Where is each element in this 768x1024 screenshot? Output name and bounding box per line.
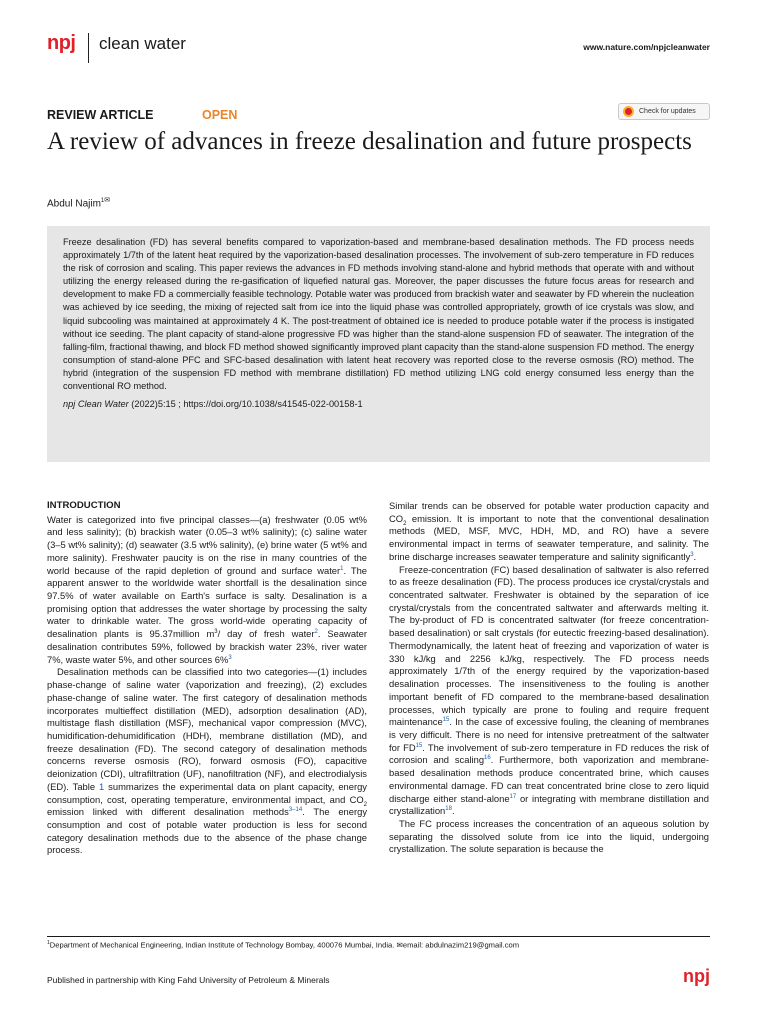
citation-line [63,398,694,411]
paragraph: Water is categorized into five principal classes—(a) freshwater (0.05 wt% and less salinity); (b) brackish water (0.05–3 wt% salinity); (c) saline water (3–5 wt% salinity); (d) seawater (3.5 wt% salinity), (e) brine water (5 wt% and more salinity). Freshwater paucity is on the rise in many countries of the world because of the rapid depletion of ground and surface water$^1$. The apparent answer to the worldwide water shortfall is the desalination since 97.5% of water available on Earth's surface is salty. Desalination is a promising option that addresses the water shortage by processing the salty water to drinkable water. The gross world-wide operating capacity of desalination plants is 95.37million $m^3/$ day of fresh water$^2$. Seawater desalination contributes 59%, followed by brackish water 23%, river water 7%, waste water 5%, and other sources 6%$^3$ [47,513,367,665]
mail-icon: ✉ [396,940,403,950]
citation-doi[interactable]: (2022)5:15 ; https://doi.org/10.1038/s41545-022-00158-1 [128,399,363,410]
reference-link[interactable]: 15 [442,717,450,724]
check-for-updates-label: Check for updates [639,108,696,115]
paragraph: Desalination methods can be classified into two categories—(1) includes phase-change of saline water (vaporization and freezing), (2) excludes phase-change of saline water. The first category of desalination methods incorporates multieffect distillation (MED), adsorption desalination (AD), multistage flash distillation (MSF), mechanical vapor compression (MVC), humidification-dehumidification (HDH), membrane distillation (MD), and freeze desalination (FD). The second category of desalination methods concerns reverse osmosis (RO), forward osmosis (FO), capacitive deionization (CDI), ultrafiltration (UF), nanofiltration (NF), and electrodialysis (ED). Table 1 summarizes the experimental data on plant capacity, energy consumption, cost, operating temperature, environmental impact, and $CO_2$ emission linked with different desalination methods$^{3-14}$. The energy consumption and cost of potable water production is less for second category desalination methods due to the absence of the phase change process. [47,666,368,856]
section-heading-introduction: INTRODUCTION [47,500,121,511]
npj-logo: npj [47,32,76,54]
paragraph: The FC process increases the concentration of an aqueous solution by separating the dissolved solute from ice into the liquid, undergoing crystallization. The solute separation is because the [389,817,709,855]
reference-link[interactable]: 3 [228,654,232,661]
article-type: REVIEW ARTICLE [47,108,154,122]
chemical-subscript: 2 [363,801,367,808]
article-type-row [47,108,710,128]
reference-link[interactable]: 17 [509,793,517,800]
reference-link[interactable]: 15 [415,742,423,749]
author-line [47,196,110,209]
unit-superscript: 3 [214,629,218,636]
reference-link[interactable]: 2 [314,629,318,636]
footer-npj-logo: npj [683,966,710,986]
table-link[interactable]: 1 [99,780,105,792]
chemical-subscript: 2 [403,520,407,527]
footnote-mark: 1 [47,940,50,946]
citation-journal: npj Clean Water [63,399,129,410]
email-link[interactable]: email: abdulnazim219@gmail.com [402,940,520,950]
publisher-note: Published in partnership with King Fahd University of Petroleum & Minerals [47,975,330,985]
abstract-box [47,226,710,462]
paragraph: Similar trends can be observed for potable water production capacity and $CO_2$ emission. It is important to note that the conventional desalination methods (MED, MSF, MVC, HDH, MD, and RO) have a severe environmental impact in terms of seawater temperature, and salinity. The brine discharge increases seawater temperature and salinity significantly$^3$. [389,500,709,562]
author-name[interactable]: Abdul Najim [47,198,101,210]
right-column [389,500,709,856]
affiliation-text: Department of Mechanical Engineering, Indian Institute of Technology Bombay, 400076 Mumbai, India. [49,940,397,950]
affiliation-mark: 1 [100,198,105,204]
journal-name: clean water [99,34,186,53]
reference-link[interactable]: 3 [690,551,694,558]
open-access-badge: OPEN [202,108,238,122]
affiliation-footnote [47,940,710,950]
reference-link[interactable]: 18 [445,806,452,813]
left-column [47,500,367,857]
paragraph: Freeze-concentration (FC) based desalination of saltwater is also referred to as freeze desalination (FD). The process produces ice crystal/crystals and concentrated saltwater. Freshwater is obtained by the separation of ice crystal/crystals from the concentrated saltwater and afterwards melting it. The by-product of FD is concentrated saltwater (for freeze concentration-based desalination) or salt crystals (for eutectic freezing-based desalination). Thermodynamically, the latent heat of freezing and vaporization of water is 330 kJ/kg and 2256 kJ/kg, respectively. The FD process needs approximately 1/7th of the energy required by the vaporization-based desalination processes. The insensitiveness to the fouling is another important benefit of FD compared to the membrane-based desalination processes, which typically are prone to fouling and require frequent maintenance$^{15}$. In the case of excessive fouling, the cleaning of membranes is very difficult. There is no need for intensive pretreatment of the saltwater for FD$^{15}$. The involvement of sub-zero temperature in FD reduces the risk of corrosion and scaling$^{16}$. Furthermore, both vaporization and membrane-based desalination methods produce concentrated brine, which causes environmental damage. FD can treat concentrated brine close to zero liquid discharge either stand-alone$^{17}$ or integrating with membrane distillation and crystallization$^{18}$. [389,563,709,817]
abstract-text: Freeze desalination (FD) has several benefits compared to vaporization-based and membrane-based desalination methods. The FD process needs approximately 1/7th of the latent heat required by the vaporization-based desalination processes. The involvement of sub-zero temperature in FD reduces the risk of corrosion and scaling. This paper reviews the advances in FD methods involving stand-alone and hybrid methods that operate with and without utilizing the energy released during the re-gasification of liquefied natural gas. Moreover, the paper discusses the future focus areas for research and development to make FD a commercially feasible technology. Potable water was produced from brackish water and seawater by FD wherein the nucleation was achieved by ice seeding, the mixing of rejected salt from ice into the liquid phase was controlled appropriately, growth of ice crystals was slow, and liquid subcooling was maintained at approximately 4 K. The post-treatment of obtained ice is needed to produce potable water if the process is instigated without ice seeding. The plant capacity of stand-alone progressive FD was higher than the stand-alone suspension FD of seawater. The integration of the falling-film, fractional thawing, and block FD method showed significantly improved plant capacity than the stand-alone suspension FD method. The energy consumption of stand-alone PFC and SFC-based desalination with latent heat recovery was reported close to the reverse osmosis (RO) method. The hybrid (integration of the suspension FD method with membrane distillation) FD method utilizing LNG cold energy consumed less energy than the conventional RO method. [63,237,694,392]
check-for-updates-button[interactable] [618,103,710,120]
journal-url-link[interactable]: www.nature.com/npjcleanwater [583,42,710,52]
reference-link[interactable]: 16 [484,755,491,762]
article-title: A review of advances in freeze desalination and future prospects [47,128,692,155]
logo-divider [88,33,89,63]
crossmark-icon [623,106,634,117]
footnote-divider [47,936,710,937]
reference-link[interactable]: 1 [340,565,344,572]
journal-header [47,30,710,66]
reference-link[interactable]: 3–14 [288,807,303,814]
mail-icon[interactable]: ✉ [104,197,111,204]
